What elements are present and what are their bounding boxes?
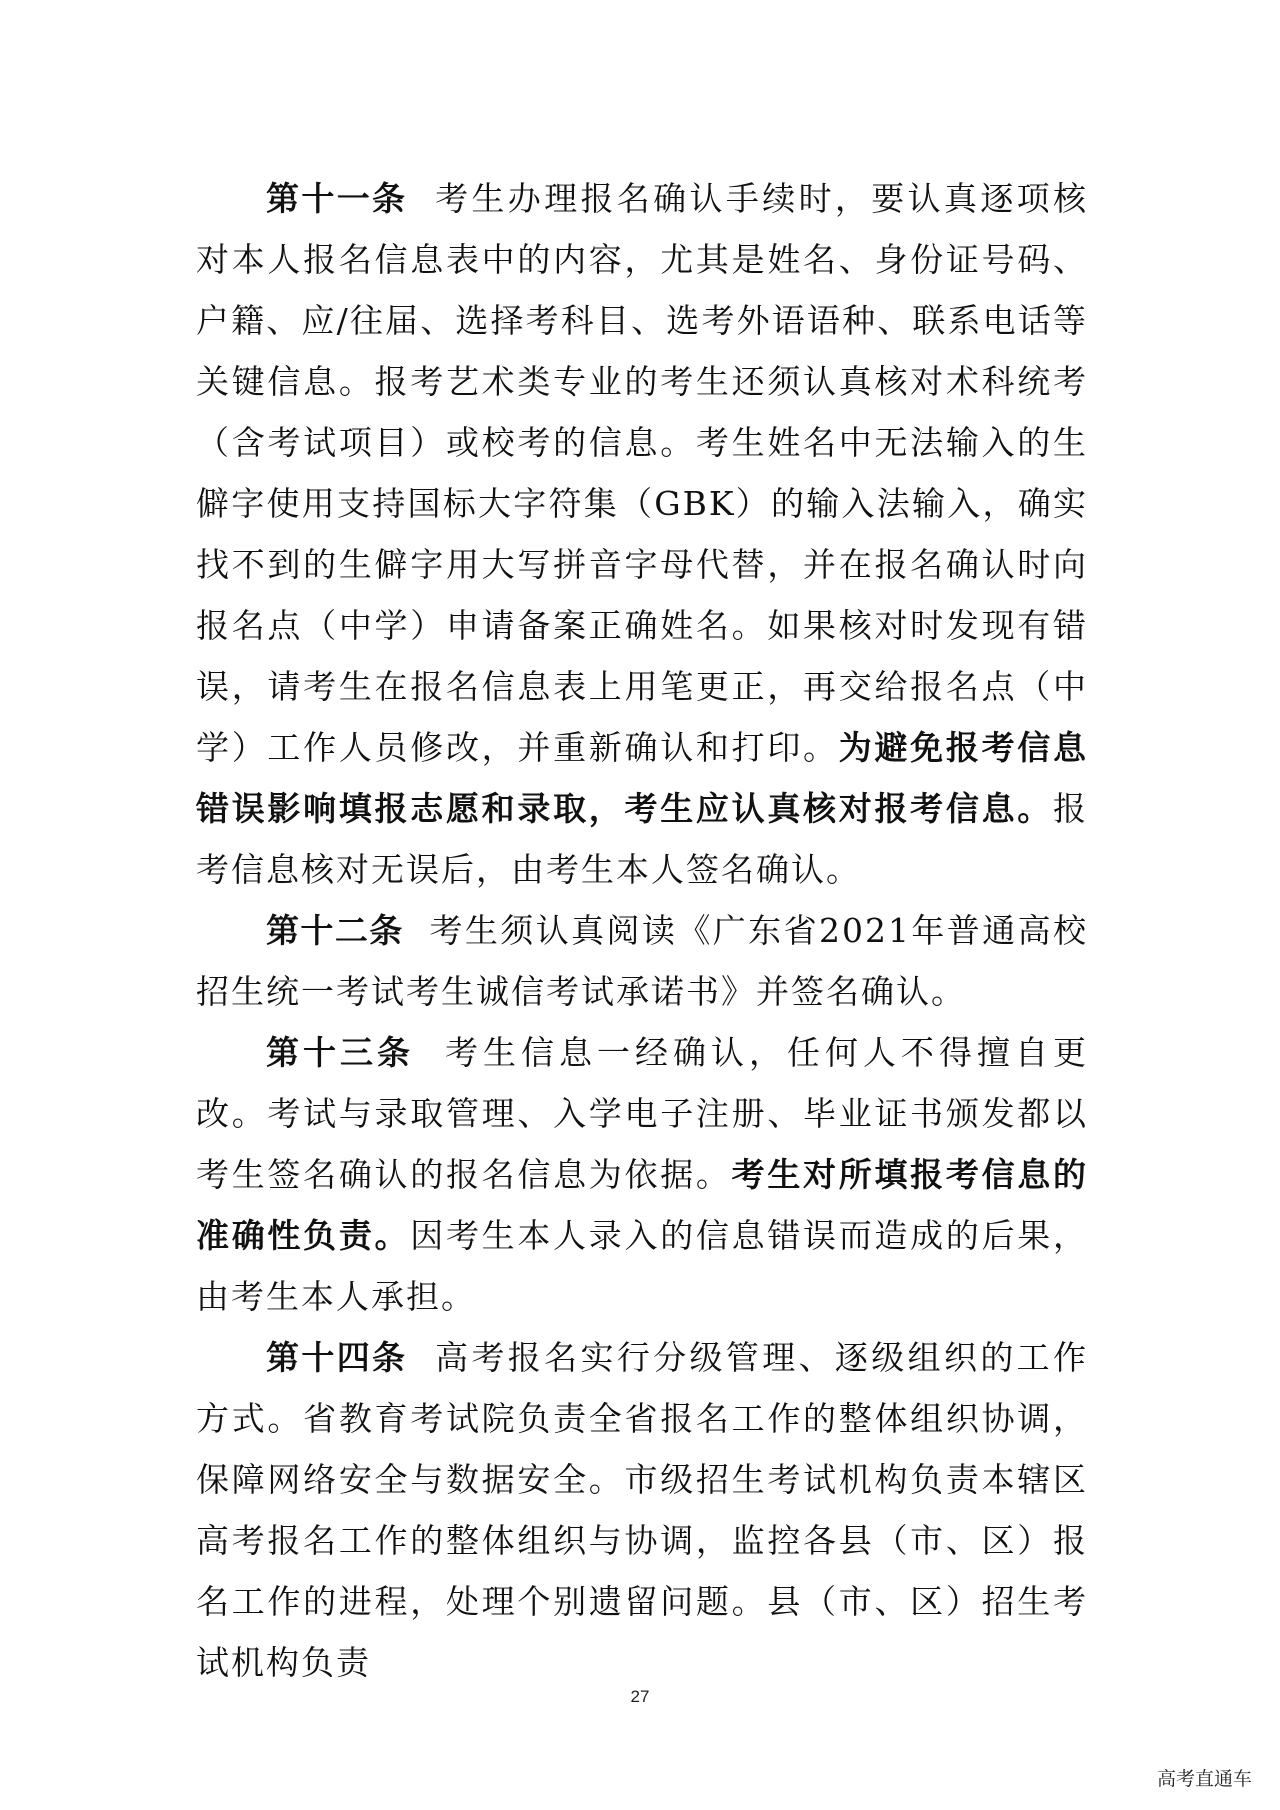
article-heading: 第十三条	[266, 1033, 415, 1072]
article-heading: 第十四条	[266, 1338, 408, 1377]
article-emphasis: 考生对所填报考信息的准确性负责。	[196, 1155, 1089, 1255]
document-body	[196, 168, 1088, 1693]
article-heading: 第十二条	[266, 911, 404, 950]
article-text: 考生信息一经确认，任何人不得擅自更改。考试与录取管理、入学电子注册、毕业证书颁发都以考生签名确认的报名信息为依据。	[196, 1033, 1089, 1194]
article-emphasis: 为避免报考信息错误影响填报志愿和录取，考生应认真核对报考信息。	[196, 728, 1089, 828]
article-11	[196, 168, 1088, 900]
article-text: 因考生本人录入的信息错误而造成的后果，由考生本人承担。	[196, 1216, 1088, 1316]
article-12	[196, 900, 1088, 1022]
article-13	[196, 1022, 1088, 1327]
article-text: 考生须认真阅读《广东省2021年普通高校招生统一考试考生诚信考试承诺书》并签名确认。	[196, 911, 1089, 1011]
article-14	[196, 1327, 1088, 1693]
article-text: 高考报名实行分级管理、逐级组织的工作方式。省教育考试院负责全省报名工作的整体组织协调，保障网络安全与数据安全。市级招生考试机构负责本辖区高考报名工作的整体组织与协调，监控各县（市、区）报名工作的进程，处理个别遗留问题。县（市、区）招生考试机构负责	[196, 1338, 1089, 1682]
article-text: 考生办理报名确认手续时，要认真逐项核对本人报名信息表中的内容，尤其是姓名、身份证号码、户籍、应/往届、选择考科目、选考外语语种、联系电话等关键信息。报考艺术类专业的考生还须认真核对术科统考（含考试项目）或校考的信息。考生姓名中无法输入的生僻字使用支持国标大字符集（GBK）的输入法输入，确实找不到的生僻字用大写拼音字母代替，并在报名确认时向报名点（中学）申请备案正确姓名。如果核对时发现有错误，请考生在报名信息表上用笔更正，再交给报名点（中学）工作人员修改，并重新确认和打印。	[196, 179, 1089, 767]
article-text: 报考信息核对无误后，由考生本人签名确认。	[196, 789, 1088, 889]
watermark: 高考直通车	[1153, 1762, 1256, 1793]
article-heading: 第十一条	[266, 179, 408, 218]
page-number: 27	[630, 1687, 650, 1706]
